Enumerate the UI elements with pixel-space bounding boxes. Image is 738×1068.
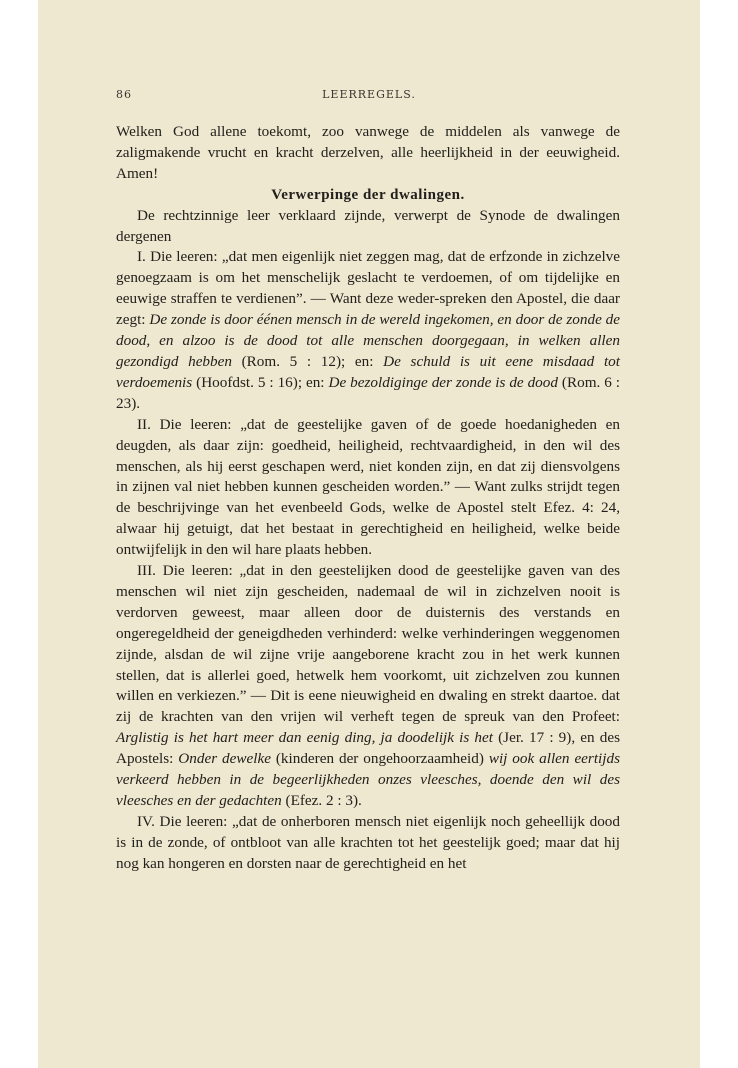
article-1-quote-3: De bezoldiginge der zonde is de dood	[328, 373, 558, 391]
article-4: IV. Die leeren: „dat de onherboren mensch niet eigenlijk noch geheellijk dood is in de zonde, of ontbloot van alle krachten tot het geestelijk goed; maar dat hij nog kan hongeren en dorsten naar de gerechtigheid en het	[116, 812, 620, 872]
article-1	[116, 247, 620, 414]
article-3-quote-2: Onder dewelke	[178, 750, 271, 768]
intro-paragraph: Welken God allene toekomt, zoo vanwege de middelen als vanwege de zaligmakende vrucht en kracht derzelven, alle heerlijkheid in der eeuwigheid. Amen!	[116, 123, 620, 182]
article-3-text-a: III. Die leeren: „dat in den geestelijken dood de geestelijke gaven van des menschen wil niet zijn gescheiden, nademaal de wil in zichzelven nooit is verdorven geweest, maar alleen door de duisternis des verstands en ongeregeldheid der geneigdheden verhinderd: welke verhinderingen weggenomen zijnde, alsdan de wil zijne vrije aangeborene kracht zou in het werk kunnen stellen, dat is allerlei goed, hetwelk hem voorkomt, uit zichzelven zou kunnen willen en verkiezen.” — Dit is eene nieuwigheid en dwaling en strekt daartoe. dat zij de krachten van den vrijen wil verheft tegen de spreuk van den Profeet:	[116, 562, 620, 726]
article-1-quote-1: De zonde is door éénen mensch in de wereld ingekomen, en door de zonde de dood, en alzoo is de dood tot alle menschen doorgegaan, in welken allen gezondigd hebben	[116, 311, 621, 370]
article-1-text-c: (Hoofdst. 5 : 16); en:	[192, 373, 329, 391]
section-heading: Verwerpinge der dwalingen.	[271, 186, 465, 203]
article-2: II. Die leeren: „dat de geestelijke gaven of de goede hoedanigheden en deugden, als daar zijn: goedheid, heiligheid, rechtvaardigheid, in den wil des menschen, als hij eerst geschapen werd, niet konden zijn, en dat zij diensvolgens in zijnen val niet hebben kunnen gescheiden worden.” — Want zulks strijdt tegen de beschrijvinge van het evenbeeld Gods, welke de Apostel stelt Efez. 4: 24, alwaar hij getuigt, dat het bestaat in gerechtigheid en heiligheid, welke beide ontwijfelijk in den wil hare plaats hebben.	[116, 415, 620, 559]
page-number: 86	[116, 88, 132, 101]
article-3-quote-3: wij ook allen eertijds verkeerd hebben in de begeerlijkheden onzes vleesches, doende den wil des vleesches en der gedachten	[116, 750, 620, 809]
article-3-text-d: (Efez. 2 : 3).	[281, 792, 362, 809]
page-body	[116, 122, 620, 875]
article-3	[116, 561, 620, 812]
article-3-quote-1: Arglistig is het hart meer dan eenig ding, ja doodelijk is het	[116, 729, 493, 747]
article-1-text-d: (Rom. 6 : 23).	[116, 373, 620, 412]
article-3-text-b: (Jer. 17 : 9), en des Apostels:	[116, 729, 620, 768]
preamble-paragraph: De rechtzinnige leer verklaard zijnde, verwerpt de Synode de dwalingen dergenen	[116, 206, 620, 245]
article-1-quote-2: De schuld is uit eene misdaad tot verdoemenis	[116, 352, 620, 391]
running-title: LEERREGELS.	[322, 88, 416, 101]
article-3-text-c: (kinderen der ongehoorzaamheid)	[270, 750, 489, 768]
article-1-text-a: I. Die leeren: „dat men eigenlijk niet zeggen mag, dat de erfzonde in zichzelve genoegzaam is om het menschelijk geslacht te verdoemen, of om tijdelijke en eeuwige straffen te verdienen”. — Want deze weder-spreken den Apostel, die daar zegt:	[116, 248, 620, 329]
article-1-text-b: (Rom. 5 : 12); en:	[231, 352, 384, 370]
page	[38, 0, 700, 1068]
